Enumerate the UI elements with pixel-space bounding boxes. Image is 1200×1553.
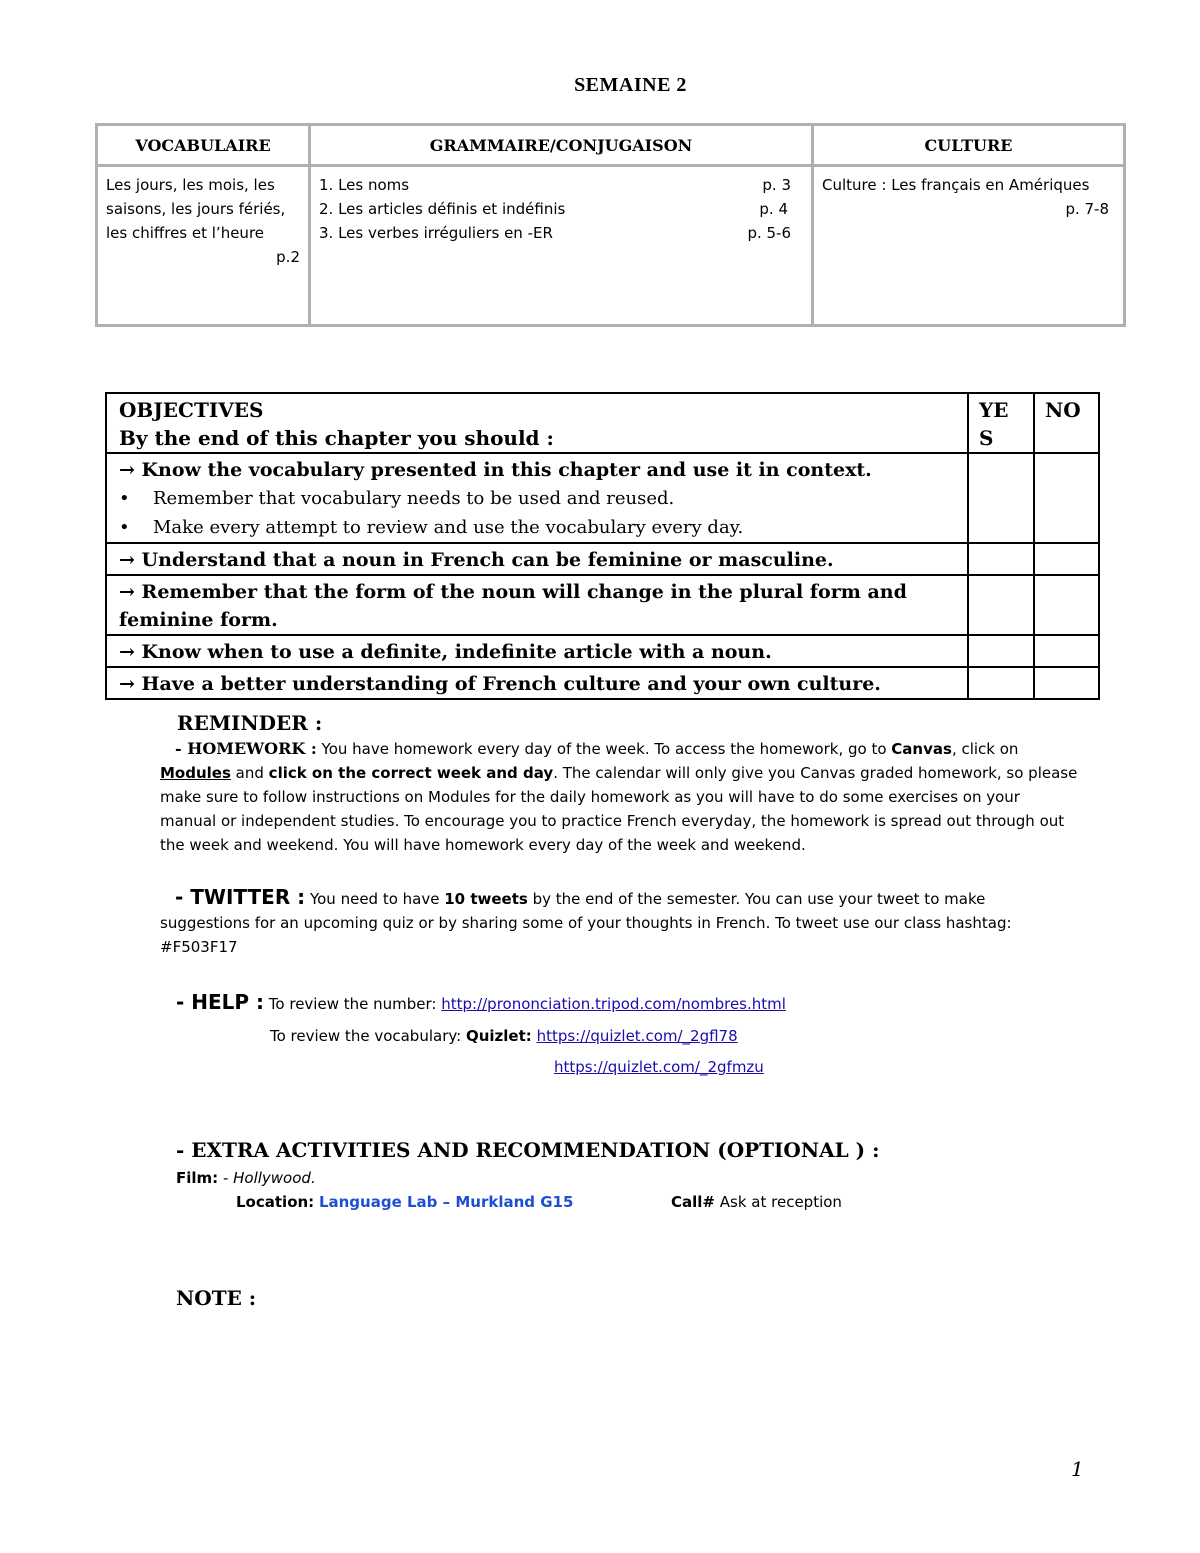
no-checkbox[interactable]	[1034, 543, 1099, 575]
twitter-label: - TWITTER :	[175, 885, 306, 909]
tweets-count: 10 tweets	[444, 890, 528, 908]
culture-text: Culture : Les français en Amériques	[822, 176, 1090, 194]
objective-row	[106, 667, 968, 699]
vocab-line: Les jours, les mois, les	[106, 176, 275, 194]
objective-row	[106, 575, 968, 635]
page-title: SEMAINE 2	[574, 74, 687, 96]
objective-text: → Remember that the form of the noun will change in the plural form and feminine form.	[119, 581, 907, 631]
no-checkbox[interactable]	[1034, 453, 1099, 543]
no-header: NO	[1034, 393, 1099, 453]
culture-cell	[813, 166, 1125, 326]
header-vocabulaire: VOCABULAIRE	[97, 125, 310, 166]
grammar-item: 3. Les verbes irréguliers en -ER p. 5-6	[319, 224, 791, 242]
quizlet-label: Quizlet:	[465, 1027, 532, 1045]
quizlet-link-line	[554, 1055, 764, 1079]
objectives-subheading: By the end of this chapter you should :	[119, 426, 554, 450]
homework-label: - HOMEWORK :	[175, 739, 317, 758]
homework-paragraph: - HOMEWORK : You have homework every day of the week. To access the homework, go to Canvas, click on Modules and click on the correct week and day. The calendar will only give you Canvas graded homework, so please make sure to follow instructions on Modules for the daily homework as you will have to do some exercises on your manual or independent studies. To encourage you to practice French everyday, the homework is spread out through out the week and weekend. You will have homework every day of the week and weekend.	[160, 739, 1078, 854]
note-heading: NOTE :	[176, 1286, 257, 1310]
yes-checkbox[interactable]	[968, 453, 1034, 543]
vocab-page: p.2	[276, 248, 300, 266]
help-line: - HELP : To review the number: http://prononciation.tripod.com/nombres.html	[176, 990, 786, 1014]
culture-page: p. 7-8	[1065, 200, 1109, 218]
bullet-item: • Remember that vocabulary needs to be used and reused.	[119, 488, 675, 509]
yes-header: YE S	[968, 393, 1034, 453]
yes-checkbox[interactable]	[968, 635, 1034, 667]
grammar-item: 2. Les articles définis et indéfinis p. 4	[319, 200, 788, 218]
objectives-table	[105, 392, 1100, 700]
vocab-line: les chiffres et l’heure	[106, 224, 265, 242]
objective-row	[106, 453, 968, 543]
objectives-heading: OBJECTIVES	[119, 398, 264, 422]
yes-checkbox[interactable]	[968, 575, 1034, 635]
canvas-label: Canvas	[891, 740, 952, 758]
grammar-cell	[310, 166, 813, 326]
vocab-line: saisons, les jours fériés,	[106, 200, 286, 218]
numbers-link[interactable]: http://prononciation.tripod.com/nombres.html	[441, 995, 786, 1013]
objectives-header	[106, 393, 968, 453]
no-checkbox[interactable]	[1034, 635, 1099, 667]
objective-row	[106, 635, 968, 667]
header-grammaire: GRAMMAIRE/CONJUGAISON	[310, 125, 813, 166]
topics-table	[95, 123, 1126, 327]
objective-text: → Know when to use a definite, indefinite article with a noun.	[119, 641, 772, 663]
yes-checkbox[interactable]	[968, 543, 1034, 575]
quizlet-link-2[interactable]: https://quizlet.com/_2gfmzu	[554, 1058, 764, 1076]
bullet-item: • Make every attempt to review and use the vocabulary every day.	[119, 517, 744, 538]
objective-row	[106, 543, 968, 575]
click-week-label: click on the correct week and day	[268, 764, 554, 782]
modules-label: Modules	[160, 764, 231, 782]
call-label: Call#	[671, 1193, 715, 1211]
yes-checkbox[interactable]	[968, 667, 1034, 699]
objective-text: → Know the vocabulary presented in this chapter and use it in context.	[119, 459, 872, 481]
location-label: Location:	[236, 1193, 315, 1211]
vocab-cell	[97, 166, 310, 326]
no-checkbox[interactable]	[1034, 575, 1099, 635]
film-title: Hollywood.	[233, 1169, 316, 1187]
objective-text: → Understand that a noun in French can be feminine or masculine.	[119, 549, 834, 571]
page-number: 1	[1071, 1457, 1084, 1481]
grammar-item: 1. Les noms p. 3	[319, 176, 791, 194]
objective-text: → Have a better understanding of French culture and your own culture.	[119, 673, 881, 695]
quizlet-link-1[interactable]: https://quizlet.com/_2gfl78	[536, 1027, 738, 1045]
location-line	[236, 1190, 573, 1214]
location-value: Language Lab – Murkland G15	[318, 1193, 574, 1211]
call-line: Call# Ask at reception	[671, 1193, 842, 1211]
header-culture: CULTURE	[813, 125, 1125, 166]
twitter-paragraph: - TWITTER : You need to have 10 tweets by the end of the semester. You can use your tweet to make suggestions for an upcoming quiz or by sharing some of your thoughts in French. To tweet use our class hashtag: #F503F17	[160, 885, 1012, 956]
film-label: Film:	[176, 1169, 219, 1187]
help-label: - HELP :	[176, 990, 265, 1014]
no-checkbox[interactable]	[1034, 667, 1099, 699]
reminder-heading: REMINDER :	[177, 711, 323, 735]
extra-heading: - EXTRA ACTIVITIES AND RECOMMENDATION (OPTIONAL ) :	[176, 1138, 880, 1162]
vocab-review-line: To review the vocabulary: Quizlet: https://quizlet.com/_2gfl78	[270, 1027, 738, 1045]
film-line: Film: - Hollywood.	[176, 1169, 316, 1187]
